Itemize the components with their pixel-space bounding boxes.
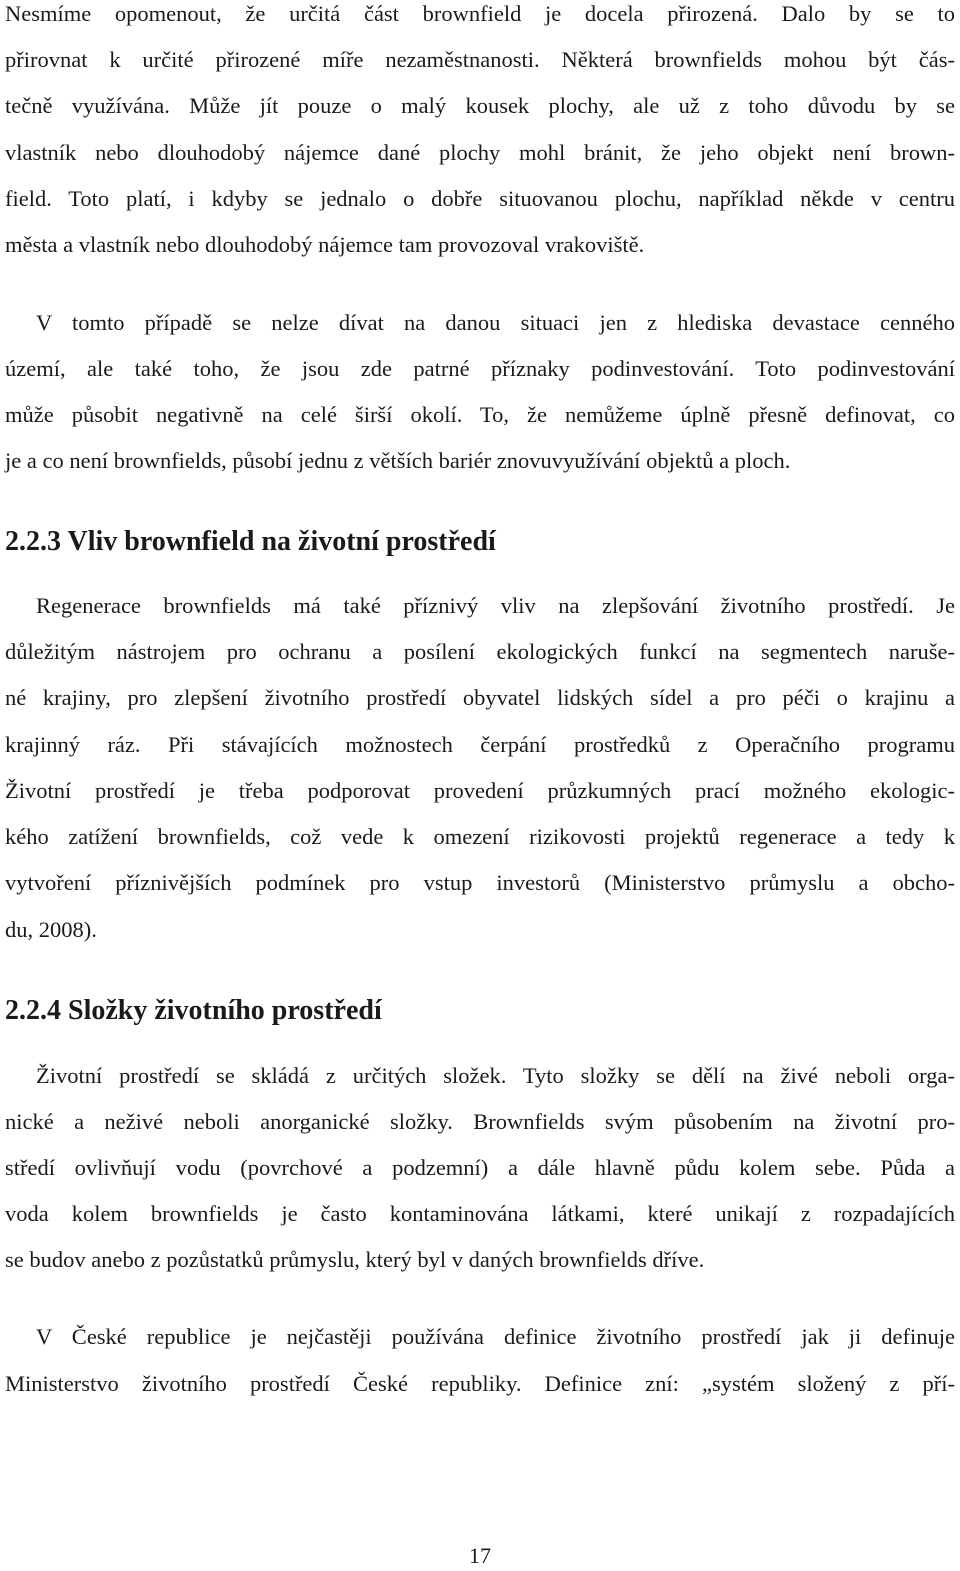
text-line: vlastník nebo dlouhodobý nájemce dané plochy mohl bránit, že jeho objekt není brown-: [5, 140, 955, 165]
text-line: středí ovlivňují vodu (povrchové a podzemní) a dále hlavně půdu kolem sebe. Půda a: [5, 1155, 955, 1180]
text-line: field. Toto platí, i kdyby se jednalo o dobře situovanou plochu, například někde v centru: [5, 186, 955, 211]
section-heading: 2.2.3 Vliv brownfield na životní prostředí: [5, 526, 496, 557]
text-line: města a vlastník nebo dlouhodobý nájemce tam provozoval vrakoviště.: [5, 232, 645, 257]
text-line: nické a neživé neboli anorganické složky. Brownfields svým působením na životní pro-: [5, 1109, 955, 1134]
text-line: Regenerace brownfields má také příznivý vliv na zlepšování životního prostředí. Je: [36, 593, 955, 618]
text-line: je a co není brownfields, působí jednu z větších bariér znovuvyužívání objektů a ploch.: [5, 448, 791, 473]
text-line: voda kolem brownfields je často kontaminována látkami, které unikají z rozpadajících: [5, 1201, 955, 1226]
text-line: tečně využívána. Může jít pouze o malý kousek plochy, ale už z toho důvodu by se: [5, 93, 955, 118]
text-line: kého zatížení brownfields, což vede k omezení rizikovosti projektů regenerace a tedy k: [5, 824, 955, 849]
text-line: Nesmíme opomenout, že určitá část brownfield je docela přirozená. Dalo by se to: [5, 1, 955, 26]
text-line: V tomto případě se nelze dívat na danou situaci jen z hlediska devastace cenného: [36, 310, 955, 335]
text-line: du, 2008).: [5, 917, 97, 942]
page-number: 17: [469, 1543, 491, 1568]
text-line: vytvoření příznivějších podmínek pro vstup investorů (Ministerstvo průmyslu a obcho-: [5, 870, 955, 895]
text-line: může působit negativně na celé širší okolí. To, že nemůžeme úplně přesně definovat, co: [5, 402, 955, 427]
text-line: důležitým nástrojem pro ochranu a posílení ekologických funkcí na segmentech naruše-: [5, 639, 955, 664]
text-line: Životní prostředí je třeba podporovat provedení průzkumných prací možného ekologic-: [5, 778, 955, 803]
section-heading: 2.2.4 Složky životního prostředí: [5, 995, 382, 1026]
text-line: území, ale také toho, že jsou zde patrné příznaky podinvestování. Toto podinvestování: [5, 356, 955, 381]
text-line: se budov anebo z pozůstatků průmyslu, který byl v daných brownfields dříve.: [5, 1247, 705, 1272]
text-line: krajinný ráz. Při stávajících možnostech čerpání prostředků z Operačního programu: [5, 732, 955, 757]
text-line: V České republice je nejčastěji používána definice životního prostředí jak ji definuje: [36, 1324, 955, 1349]
text-line: Životní prostředí se skládá z určitých složek. Tyto složky se dělí na živé neboli orga-: [36, 1063, 955, 1088]
text-line: né krajiny, pro zlepšení životního prostředí obyvatel lidských sídel a pro péči o krajinu a: [5, 685, 955, 710]
text-line: Ministerstvo životního prostředí České republiky. Definice zní: „systém složený z pří-: [5, 1371, 955, 1396]
text-line: přirovnat k určité přirozené míře nezaměstnanosti. Některá brownfields mohou být čás-: [5, 47, 955, 72]
